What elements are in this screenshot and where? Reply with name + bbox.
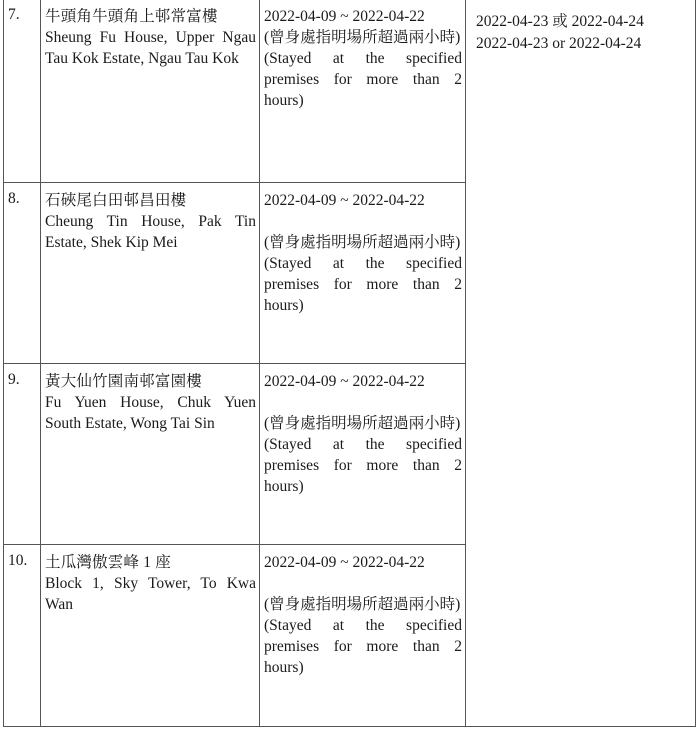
location-chinese: 黃大仙竹園南邨富園樓 [45,373,203,390]
location-english: Block 1, Sky Tower, To Kwa Wan [45,575,256,613]
test-dates-cell [466,0,696,727]
stay-note-english: (Stayed at the specified premises for more than 2 hours) [264,50,462,109]
row-number: 9. [4,364,41,545]
location-cell [41,364,260,545]
period-text: 2022-04-09 ~ 2022-04-22 [264,373,425,390]
stay-note-chinese: (曾身處指明場所超過兩小時) [264,29,461,46]
location-cell [41,545,260,727]
premises-table [3,0,696,727]
period-cell [260,545,466,727]
location-cell [41,0,260,183]
row-number: 10. [4,545,41,727]
stay-note-english: (Stayed at the specified premises for more than 2 hours) [264,617,462,676]
test-date-chinese: 2022-04-23 或 2022-04-24 [476,13,644,30]
location-chinese: 牛頭角牛頭角上邨常富樓 [45,8,218,25]
stay-note-chinese: (曾身處指明場所超過兩小時) [264,596,461,613]
location-english: Cheung Tin House, Pak Tin Estate, Shek Kip Mei [45,213,256,251]
period-text: 2022-04-09 ~ 2022-04-22 [264,8,425,25]
period-text: 2022-04-09 ~ 2022-04-22 [264,554,425,571]
location-chinese: 石硤尾白田邨昌田樓 [45,192,187,209]
location-english: Sheung Fu House, Upper Ngau Tau Kok Estate, Ngau Tau Kok [45,29,256,67]
location-cell [41,183,260,364]
period-cell [260,364,466,545]
period-cell [260,183,466,364]
stay-note-english: (Stayed at the specified premises for more than 2 hours) [264,255,462,314]
test-date-english: 2022-04-23 or 2022-04-24 [476,35,642,52]
period-text: 2022-04-09 ~ 2022-04-22 [264,192,425,209]
stay-note-english: (Stayed at the specified premises for more than 2 hours) [264,436,462,495]
row-number: 8. [4,183,41,364]
row-number: 7. [4,0,41,183]
period-cell [260,0,466,183]
table-row [4,0,696,183]
location-english: Fu Yuen House, Chuk Yuen South Estate, Wong Tai Sin [45,394,256,432]
stay-note-chinese: (曾身處指明場所超過兩小時) [264,234,461,251]
stay-note-chinese: (曾身處指明場所超過兩小時) [264,415,461,432]
location-chinese: 土瓜灣傲雲峰 1 座 [45,554,172,571]
